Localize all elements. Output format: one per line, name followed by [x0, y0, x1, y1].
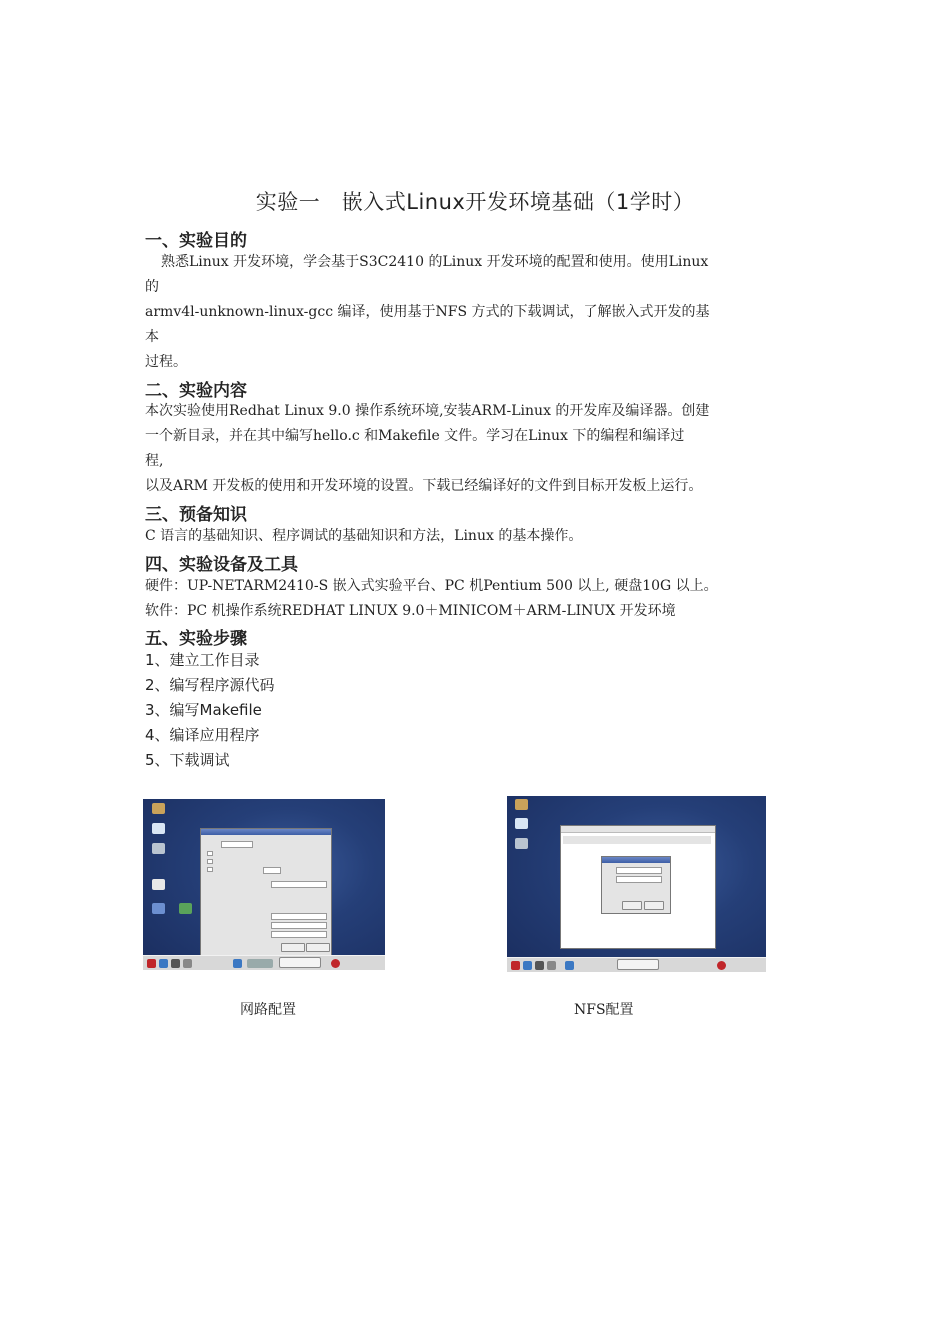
- paragraph-line: 过程。: [145, 354, 187, 370]
- paragraph-line: 软件：PC 机操作系统REDHAT LINUX 9.0＋MINICOM＋ARM-LINUX 开发环境: [145, 603, 676, 619]
- step-item: 4、编译应用程序: [145, 726, 260, 744]
- paragraph-line: 程,: [145, 453, 164, 469]
- step-item: 1、建立工作目录: [145, 651, 260, 669]
- taskbar: [507, 957, 766, 972]
- figure-caption-network: 网路配置: [240, 1002, 296, 1018]
- paragraph-line: 硬件：UP-NETARM2410-S 嵌入式实验平台、PC 机Pentium 500 以上, 硬盘10G 以上。: [145, 578, 718, 594]
- trash-icon: [515, 838, 528, 849]
- terminal-icon: [152, 903, 165, 914]
- home-folder-icon: [152, 803, 165, 814]
- paragraph-line: 的: [145, 279, 159, 295]
- step-item: 2、编写程序源代码: [145, 676, 275, 694]
- text-editor-icon: [152, 879, 165, 890]
- section-heading-prerequisites: 三、预备知识: [145, 505, 247, 525]
- paragraph-line: 一个新目录，并在其中编写hello.c 和Makefile 文件。学习在Linux 下的编程和编译过: [145, 428, 685, 444]
- home-folder-icon: [515, 799, 528, 810]
- step-item: 3、编写Makefile: [145, 701, 262, 719]
- section-heading-content: 二、实验内容: [145, 381, 247, 401]
- paragraph-line: 本: [145, 329, 159, 345]
- page-title: 实验一 嵌入式Linux开发环境基础（1学时）: [255, 190, 695, 214]
- section-heading-steps: 五、实验步骤: [145, 629, 247, 649]
- section-heading-purpose: 一、实验目的: [145, 231, 247, 251]
- trash-icon: [152, 843, 165, 854]
- figure-caption-nfs: NFS配置: [574, 1002, 634, 1018]
- step-item: 5、下载调试: [145, 751, 230, 769]
- nfs-config-screenshot: [507, 796, 766, 972]
- network-config-screenshot: [143, 799, 385, 970]
- section-heading-equipment: 四、实验设备及工具: [145, 555, 298, 575]
- nfs-server-window: [560, 825, 716, 949]
- paragraph-line: armv4l-unknown-linux-gcc 编译，使用基于NFS 方式的下载调试，了解嵌入式开发的基: [145, 304, 710, 320]
- start-here-icon: [152, 823, 165, 834]
- nfs-share-dialog: [601, 856, 671, 914]
- taskbar: [143, 955, 385, 970]
- paragraph-line: 本次实验使用Redhat Linux 9.0 操作系统环境,安装ARM-Linux 的开发库及编译器。创建: [145, 403, 710, 419]
- network-settings-window: [200, 828, 332, 958]
- paragraph-line: C 语言的基础知识、程序调试的基础知识和方法，Linux 的基本操作。: [145, 528, 583, 544]
- nfs-icon: [179, 903, 192, 914]
- start-here-icon: [515, 818, 528, 829]
- paragraph-line: 熟悉Linux 开发环境，学会基于S3C2410 的Linux 开发环境的配置和使用。使用Linux: [161, 254, 709, 270]
- paragraph-line: 以及ARM 开发板的使用和开发环境的设置。下载已经编译好的文件到目标开发板上运行。: [145, 478, 703, 494]
